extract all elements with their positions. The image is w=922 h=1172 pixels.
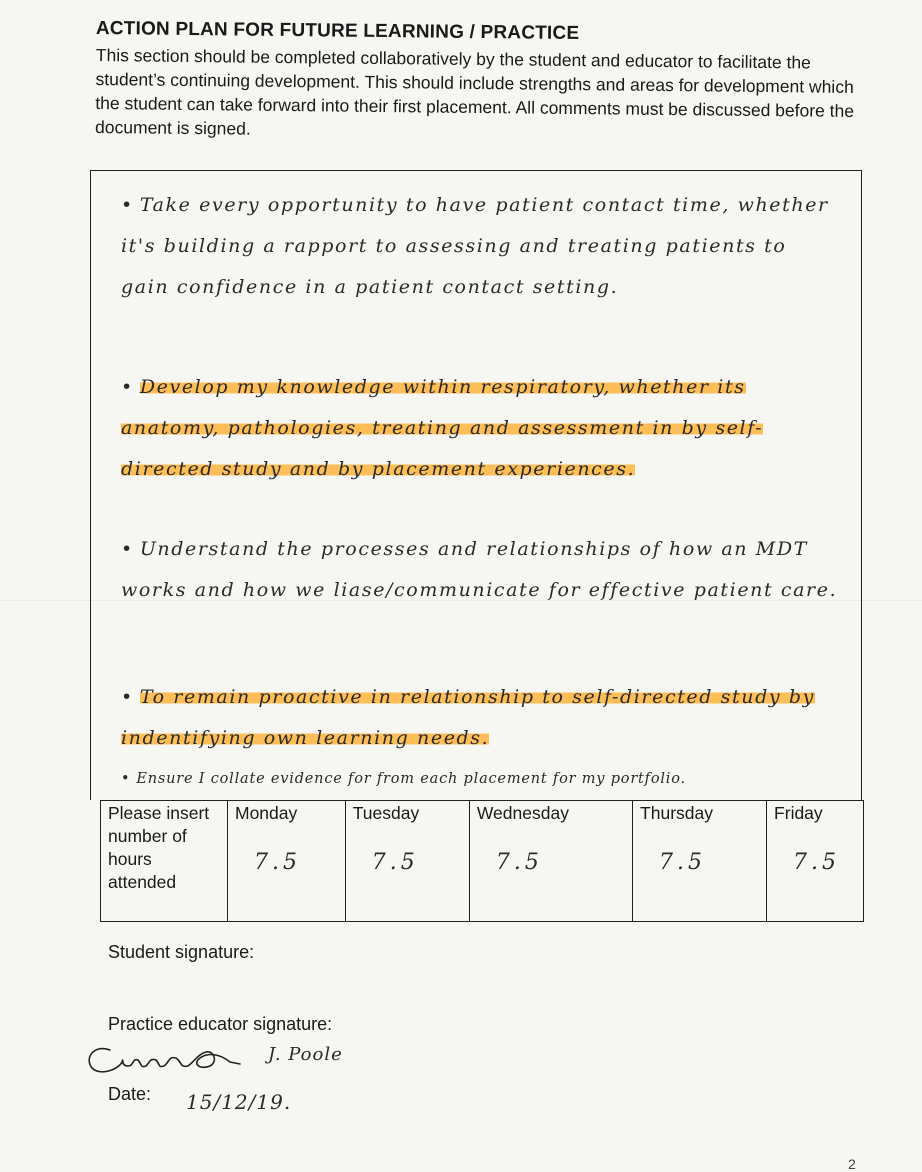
day-label: Monday [235, 803, 298, 823]
plan-entry-text: Develop my knowledge within respiratory, whether its anatomy, pathologies, treating and assessment in by self-directed study and by placement experiences. [121, 376, 764, 480]
intro-paragraph: This section should be completed collaboratively by the student and educator to facilitate the student’s continuing development. This should include strengths and areas for development which the student can take forward into their first placement. All comments must be discussed before the document is signed. [95, 44, 855, 139]
day-label: Thursday [640, 803, 713, 823]
hours-value: 7.5 [495, 850, 543, 875]
plan-entry-3 [121, 529, 841, 611]
plan-entry-text: To remain proactive in relationship to self-directed study by indentifying own learning needs. [121, 686, 815, 749]
hours-value: 7.5 [254, 850, 301, 875]
plan-entry-5 [121, 769, 841, 789]
plan-entry-1 [121, 185, 841, 308]
student-signature-label: Student signature: [108, 942, 255, 962]
plan-entry-text: Take every opportunity to have patient contact time, whether it's building a rapport to assessing and treating patients to gain confidence in a patient contact setting. [121, 194, 829, 298]
hours-cell-tuesday [345, 801, 469, 922]
educator-name-handwritten: J. Poole [268, 1044, 343, 1065]
hours-table [100, 800, 864, 922]
plan-entry-2 [121, 367, 841, 490]
plan-entry-4 [121, 677, 841, 759]
hours-cell-thursday [633, 801, 767, 922]
hours-label: Please insert number of hours attended [101, 801, 228, 922]
day-label: Wednesday [476, 803, 569, 823]
hours-cell-monday [228, 801, 346, 922]
page-number: 2 [848, 1156, 856, 1172]
hours-cell-wednesday [469, 801, 632, 922]
action-plan-box [90, 170, 862, 800]
educator-signature-scribble [80, 1036, 250, 1080]
page-title: ACTION PLAN FOR FUTURE LEARNING / PRACTICE [95, 18, 580, 45]
hours-value: 7.5 [659, 850, 707, 875]
bullet-icon: • [121, 194, 134, 216]
day-label: Tuesday [352, 803, 420, 823]
hours-value: 7.5 [371, 850, 419, 875]
hours-cell-friday [767, 801, 864, 922]
plan-entry-text: Understand the processes and relationships of how an MDT works and how we liase/communicate for effective patient care. [121, 538, 838, 601]
bullet-icon: • [121, 376, 134, 398]
educator-signature-label: Practice educator signature: [108, 1014, 333, 1034]
bullet-icon: • [121, 538, 134, 560]
date-label: Date: [108, 1084, 152, 1104]
hours-value: 7.5 [793, 850, 841, 875]
bullet-icon: • [121, 771, 131, 787]
bullet-icon: • [121, 686, 134, 708]
plan-entry-text: Ensure I collate evidence for from each placement for my portfolio. [136, 771, 686, 787]
day-label: Friday [774, 803, 823, 823]
date-value: 15/12/19. [186, 1090, 292, 1114]
